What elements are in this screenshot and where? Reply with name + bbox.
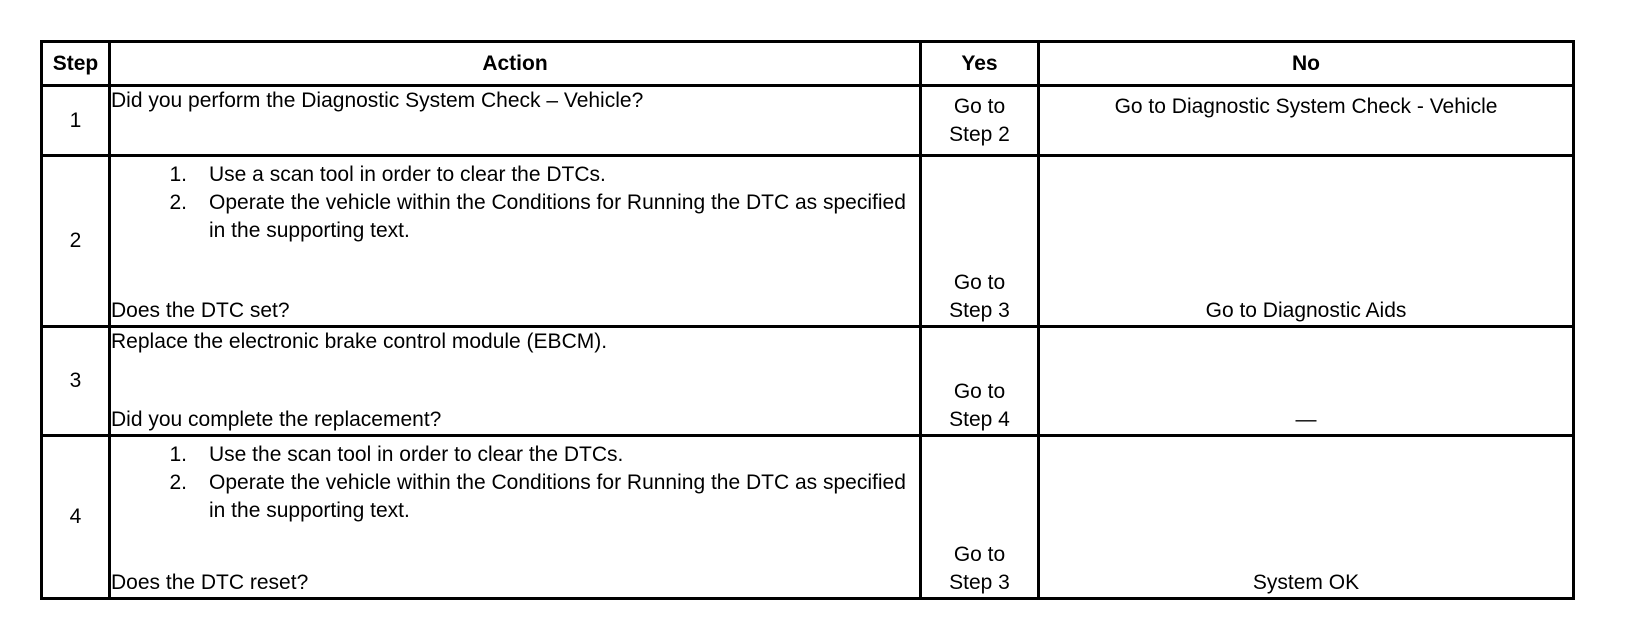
yes-line-2: Step 3 [949,298,1010,322]
yes-line-2: Step 2 [949,123,1010,147]
action-question: Did you complete the replacement? [111,408,442,431]
table-row [42,86,1574,156]
step-number: 3 [42,326,110,435]
table-row [42,156,1574,326]
list-item: 1. Use a scan tool in order to clear the DTCs. [169,163,606,187]
action-cell [110,156,921,326]
action-text: Replace the electronic brake control module (EBCM). [111,329,608,353]
diagnostic-table [40,40,1575,600]
header-row [42,42,1574,86]
step-number: 4 [42,436,110,599]
yes-line-2: Step 4 [949,408,1010,431]
action-cell [110,86,921,156]
yes-cell [921,326,1039,435]
list-item: 1. Use the scan tool in order to clear the DTCs. [169,443,624,466]
header-step: Step [42,42,110,86]
list-item: 2. Operate the vehicle within the Conditions for Running the DTC as specified in the supporting text. [169,191,906,243]
header-yes: Yes [921,42,1039,86]
no-cell: Go to Diagnostic Aids [1039,156,1574,326]
table-row [42,436,1574,599]
header-no: No [1039,42,1574,86]
yes-cell [921,86,1039,156]
action-question: Does the DTC reset? [111,571,309,594]
action-text: Did you perform the Diagnostic System Check – Vehicle? [111,89,644,113]
action-cell [110,326,921,435]
step-number: 1 [42,86,110,156]
action-steps-list [111,441,919,525]
table-row [42,326,1574,435]
action-cell [110,436,921,599]
yes-line-2: Step 3 [949,571,1010,594]
step-number: 2 [42,156,110,326]
yes-line-1: Go to [953,95,1006,119]
action-question: Does the DTC set? [111,298,290,322]
no-cell: — [1039,326,1574,435]
no-cell: Go to Diagnostic System Check - Vehicle [1039,86,1574,156]
yes-line-1: Go to [953,380,1006,403]
yes-cell [921,156,1039,326]
yes-line-1: Go to [953,270,1006,294]
header-action: Action [110,42,921,86]
yes-cell [921,436,1039,599]
no-cell: System OK [1039,436,1574,599]
action-steps-list [111,161,919,245]
list-item: 2. Operate the vehicle within the Conditions for Running the DTC as specified in the supporting text. [169,471,906,522]
yes-line-1: Go to [953,543,1006,566]
